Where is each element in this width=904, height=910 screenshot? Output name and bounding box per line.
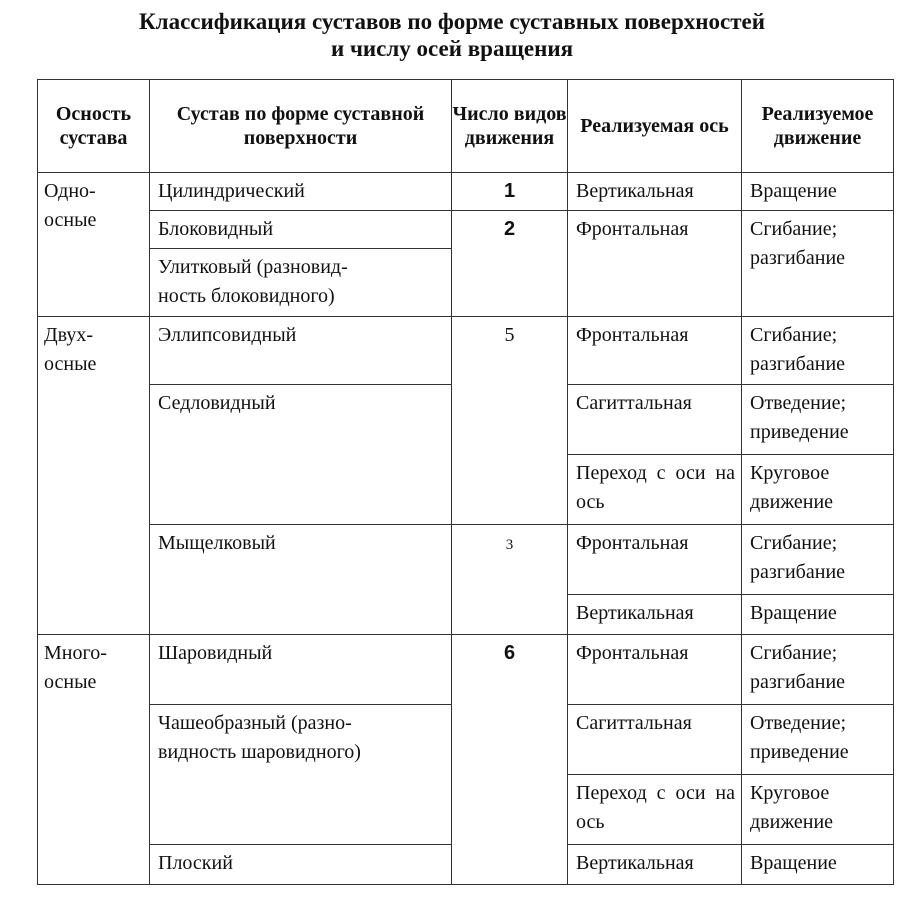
header-axis: Реализуемая ось [568, 80, 742, 173]
count-condylar: 3 [452, 525, 568, 635]
movement-spheroidal-flexion: Сгибание; разгибание [742, 635, 894, 705]
joint-saddle: Седловидный [150, 385, 452, 525]
axis-saddle-sagittal: Сагиттальная [568, 385, 742, 455]
axis-saddle-transition: Переход с оси на ось [568, 455, 742, 525]
count-multiaxial: 6 [452, 635, 568, 885]
header-joint: Сустав по форме суставной поверхности [150, 80, 452, 173]
group-multiaxial [38, 635, 150, 885]
joint-plane: Плоский [150, 845, 452, 885]
joint-ellipsoid: Эллипсовидный [150, 317, 452, 385]
axis-cotyloid-sagittal: Сагиттальная [568, 705, 742, 775]
joint-classification-table [37, 79, 894, 885]
header-movement: Реализуемое движение [742, 80, 894, 173]
movement-condylar-rotation: Вращение [742, 595, 894, 635]
movement-plane-rotation: Вращение [742, 845, 894, 885]
joint-cochlear: Улитковый (разновид- ность блоковидного) [150, 249, 452, 317]
movement-cylindrical: Вращение [742, 173, 894, 211]
header-axiality: Осность сустава [38, 80, 150, 173]
movement-trochlear: Сгибание; разгибание [742, 211, 894, 317]
movement-condylar-flexion: Сгибание; разгибание [742, 525, 894, 595]
axis-cylindrical: Вертикальная [568, 173, 742, 211]
joint-condylar: Мыщелковый [150, 525, 452, 635]
joint-spheroidal: Шаровидный [150, 635, 452, 705]
header-count: Число видов движения [452, 80, 568, 173]
title-line-1: Классификация суставов по форме суставных поверхностей [138, 9, 766, 34]
group-biaxial [38, 317, 150, 635]
axis-condylar-vertical: Вертикальная [568, 595, 742, 635]
count-trochlear: 2 [452, 211, 568, 317]
axis-cotyloid-transition: Переход с оси на ось [568, 775, 742, 845]
movement-cotyloid-abduction: Отведение; приведение [742, 705, 894, 775]
group-label: Одно- осные [44, 180, 97, 231]
group-label: Двух- осные [44, 324, 97, 375]
page-title [0, 8, 904, 62]
group-uniaxial [38, 173, 150, 317]
group-label: Много- осные [44, 642, 107, 693]
joint-cotyloid: Чашеобразный (разно- видность шаровидного) [150, 705, 452, 845]
title-line-2: и числу осей вращения [330, 36, 574, 61]
axis-condylar-frontal: Фронтальная [568, 525, 742, 595]
axis-trochlear: Фронтальная [568, 211, 742, 317]
movement-ellipsoid: Сгибание; разгибание [742, 317, 894, 385]
count-cylindrical: 1 [452, 173, 568, 211]
axis-ellipsoid: Фронтальная [568, 317, 742, 385]
movement-cotyloid-circular: Круговое движение [742, 775, 894, 845]
movement-saddle-abduction: Отведение; приведение [742, 385, 894, 455]
axis-spheroidal-frontal: Фронтальная [568, 635, 742, 705]
joint-trochlear: Блоковидный [150, 211, 452, 249]
joint-cylindrical: Цилиндрический [150, 173, 452, 211]
movement-saddle-circular: Круговое движение [742, 455, 894, 525]
axis-plane-vertical: Вертикальная [568, 845, 742, 885]
count-ellipsoid-saddle: 5 [452, 317, 568, 525]
